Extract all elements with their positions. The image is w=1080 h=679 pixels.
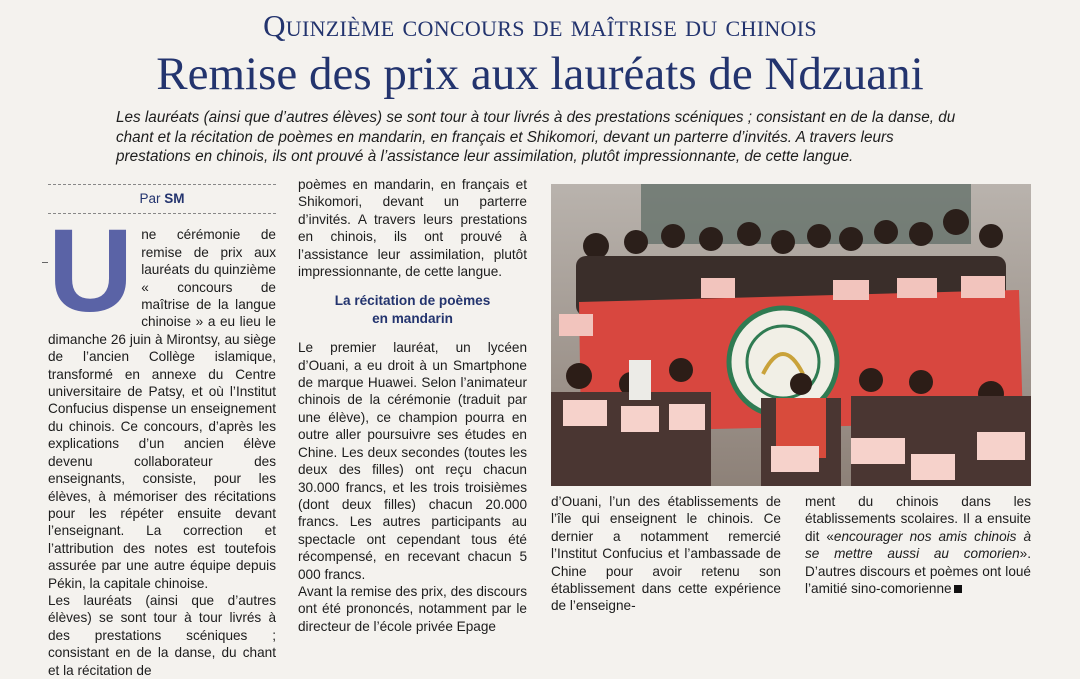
body-paragraph: d’Ouani, l’un des établissements de l’île qui enseignent le chinois. Ce dernier a notamment remercié l’Institut Confucius et l’ambassade de Chine pour avoir retenu son établissement dans cette expérience de l’enseigne-: [551, 494, 781, 614]
byline-prefix: Par: [139, 191, 161, 206]
chapo: Les lauréats (ainsi que d’autres élèves) se sont tour à tour livrés à des prestations scéniques ; consistant en de la danse, du chant et la récitation de poèmes en mandarin, en français et Shikomori, devant un parterre d’invités. A travers leurs prestations en chinois, ils ont prouvé à l’assistance leur assimilation, plutôt impressionnante, de cette langue.: [116, 109, 956, 166]
quote: encourager nos amis chinois à se mettre aussi au comorien: [805, 528, 1031, 562]
column-4: [805, 493, 1031, 597]
byline-author: SM: [164, 191, 185, 206]
column-1: [48, 184, 276, 679]
body-paragraph: [805, 493, 1031, 597]
body-paragraph: Le premier lauréat, un lycéen d’Ouani, a eu droit à un Smartphone de marque Huawei. Selon l’animateur chinois de la cérémonie (traduit par une élève), ce champion pourra en outre aller poursuivre ses études en Chine. Les deux secondes (toutes les deux des filles) ont reçu chacun 30.000 francs, et les trois troisièmes (dont deux filles) chacun 20.000 francs. Les autres participants au spectacle ont cependant tous été récompensé, en recevant chacun 5 000 francs.: [298, 340, 527, 582]
body-paragraph: ne cérémonie de remise de prix aux lauréats du quinzième « concours de maîtrise de la langue chinoise » a eu lieu le dimanche 26 juin à Mirontsy, au siège de l’ancien Collège islamique, transformé en annexe du Centre universitaire de Patsy, et où l’Institut Confucius dispense un enseignement du chinois. Ce concours, d’après les explications d’un ancien élève devenu collaborateur des enseignants, consiste, pour les élèves, à mémoriser des récitations pour les répéter ensuite devant l’enseignant. La correction et l’attribution des notes est toutefois assurée par une autre équipe depuis Pékin, la capitale chinoise.: [48, 227, 276, 591]
lead-paragraph: [48, 205, 276, 592]
body-paragraph: Avant la remise des prix, des discours ont été prononcés, notamment par le directeur de l’école privée Epage: [298, 583, 527, 634]
headline: Remise des prix aux lauréats de Ndzuani: [156, 48, 924, 100]
column-2: [298, 176, 527, 635]
group-photo: [551, 184, 1031, 486]
subheading: [298, 292, 527, 327]
subheading-line-1: La récitation de poèmes: [334, 293, 491, 309]
dropcap: U: [48, 205, 134, 338]
end-mark: [954, 585, 962, 593]
column-3: [551, 493, 781, 615]
body-paragraph: poèmes en mandarin, en français et Shikomori, devant un parterre d’invités. A travers leurs prestations en chinois, ils ont prouvé à l’assistance leur assimilation, plutôt impressionnante, de cette langue.: [298, 177, 527, 280]
text-run: ». D’autres discours et poèmes ont loué l’amitié sino-comorienne: [805, 546, 1031, 597]
group-photo-illustration: [551, 184, 1031, 486]
text-run: ment du chinois dans les établissements scolaires. Il a ensuite dit «: [805, 494, 1031, 544]
kicker: Quinzième concours de maîtrise du chinois: [263, 8, 817, 43]
body-paragraph: Les lauréats (ainsi que d’autres élèves) se sont tour à tour livrés à des prestations scéniques ; consistant en de la danse, du chant et la récitation de: [48, 592, 276, 678]
subheading-line-2: en mandarin: [372, 310, 453, 326]
